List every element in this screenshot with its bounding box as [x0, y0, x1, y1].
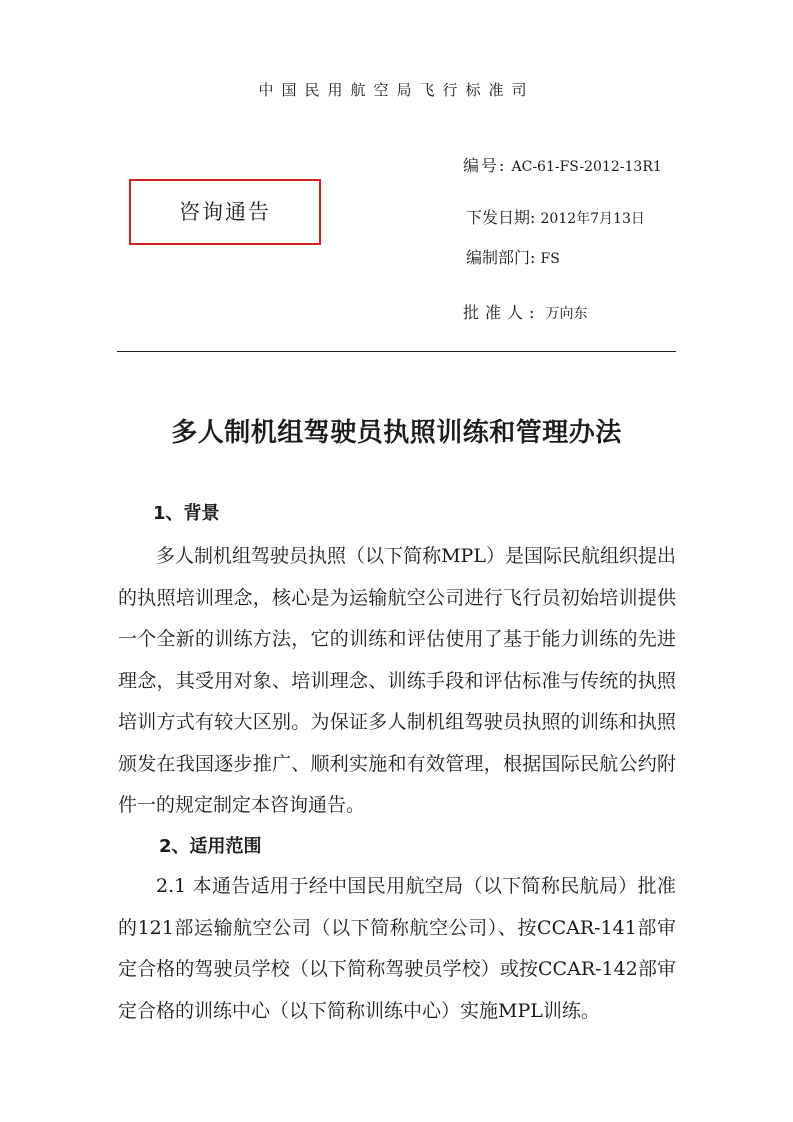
section-heading-background: 1、背景 [153, 503, 220, 524]
issuing-authority: 中国民用航空局飞行标准司 [258, 81, 535, 99]
department-value: FS [540, 251, 560, 267]
approver [463, 300, 588, 323]
section-heading-scope: 2、适用范围 [159, 836, 262, 857]
approver-label: 批准人: [463, 303, 541, 322]
header-divider [117, 351, 676, 352]
notice-type-box: 咨询通告 [129, 179, 321, 245]
doc-number [463, 153, 662, 176]
department [466, 245, 560, 268]
section-body-scope: 2.1 本通告适用于经中国民用航空局（以下简称民航局）批准的121部运输航空公司（以下简称航空公司）、按CCAR-141部审定合格的驾驶员学校（以下简称驾驶员学校）或按CCAR-142部审定合格的训练中心（以下简称训练中心）实施MPL训练。 [118, 875, 676, 1022]
doc-number-value: AC-61-FS-2012-13R1 [511, 159, 662, 175]
document-title: 多人制机组驾驶员执照训练和管理办法 [171, 418, 622, 448]
issue-date-label: 下发日期: [466, 208, 536, 227]
approver-value: 万向东 [545, 306, 588, 322]
doc-number-label: 编号: [463, 156, 507, 175]
issue-date [466, 205, 645, 228]
department-label: 编制部门: [466, 248, 536, 267]
section-body-background: 多人制机组驾驶员执照（以下简称MPL）是国际民航组织提出的执照培训理念，核心是为运输航空公司进行飞行员初始培训提供一个全新的训练方法，它的训练和评估使用了基于能力训练的先进理念，其受用对象、培训理念、训练手段和评估标准与传统的执照培训方式有较大区别。为保证多人制机组驾驶员执照的训练和执照颁发在我国逐步推广、顺利实施和有效管理，根据国际民航公约附件一的规定制定本咨询通告。 [118, 545, 676, 816]
issue-date-value: 2012年7月13日 [540, 211, 645, 227]
